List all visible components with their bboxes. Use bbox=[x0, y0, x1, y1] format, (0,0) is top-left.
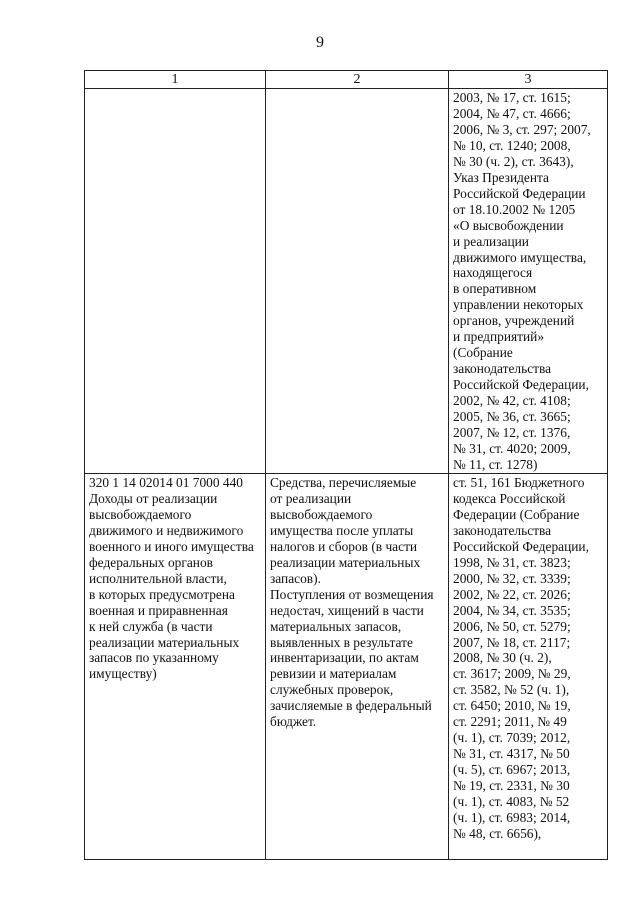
cell-text-line: материальных запасов, bbox=[270, 618, 402, 634]
table-cell bbox=[266, 89, 449, 474]
cell-text-line: № 10, ст. 1240; 2008, bbox=[453, 137, 571, 153]
cell-text-line: реализации материальных bbox=[89, 634, 240, 650]
cell-text-line: № 11, ст. 1278) bbox=[453, 456, 538, 472]
table-cell bbox=[449, 474, 608, 860]
cell-text-line: № 31, ст. 4317, № 50 bbox=[453, 746, 570, 762]
column-header-3: 3 bbox=[449, 71, 608, 89]
cell-text-line: высвобождаемого bbox=[270, 506, 373, 522]
table-cell bbox=[85, 89, 266, 474]
cell-text-line: (ч. 1), ст. 7039; 2012, bbox=[453, 730, 571, 746]
cell-text-line: Указ Президента bbox=[453, 169, 549, 185]
cell-text-line: налогов и сборов (в части bbox=[270, 538, 418, 554]
table-cell bbox=[449, 89, 608, 474]
cell-text-line: высвобождаемого bbox=[89, 506, 192, 522]
table-header-row bbox=[85, 71, 608, 89]
table-cell bbox=[266, 474, 449, 860]
cell-text-line: 2004, № 34, ст. 3535; bbox=[453, 602, 571, 618]
cell-text-line: № 19, ст. 2331, № 30 bbox=[453, 778, 570, 794]
cell-text-line: «О высвобождении bbox=[453, 217, 564, 233]
cell-text-line: 2005, № 36, ст. 3665; bbox=[453, 409, 571, 425]
cell-text-line: (ч. 1), ст. 6983; 2014, bbox=[453, 810, 571, 826]
cell-text-line: 2003, № 17, ст. 1615; bbox=[453, 90, 571, 105]
cell-text-line: органов, учреждений bbox=[453, 313, 575, 329]
cell-text-line: военного и иного имущества bbox=[89, 538, 254, 554]
cell-text-line: военная и приравненная bbox=[89, 602, 228, 618]
cell-text-line: федеральных органов bbox=[89, 554, 213, 570]
cell-text-line: зачисляемые в федеральный bbox=[270, 698, 432, 714]
cell-text-line: № 30 (ч. 2), ст. 3643), bbox=[453, 153, 574, 169]
cell-text-line: и предприятий» bbox=[453, 329, 545, 345]
cell-text-line: служебных проверок, bbox=[270, 682, 394, 698]
cell-text-line: движимого имущества, bbox=[453, 249, 587, 265]
cell-text-line: недостач, хищений в части bbox=[270, 602, 424, 618]
cell-text-line: 2002, № 42, ст. 4108; bbox=[453, 393, 571, 409]
cell-text-line: исполнительной власти, bbox=[89, 570, 227, 586]
cell-text-line: 1998, № 31, ст. 3823; bbox=[453, 554, 571, 570]
cell-text-line: и реализации bbox=[453, 233, 529, 249]
cell-text-line: ст. 6450; 2010, № 19, bbox=[453, 698, 571, 714]
cell-text-line: запасов по указанному bbox=[89, 650, 219, 666]
cell-text-line: выявленных в результате bbox=[270, 634, 413, 650]
cell-text-line: № 48, ст. 6656), bbox=[453, 825, 542, 841]
cell-text-line: 2008, № 30 (ч. 2), bbox=[453, 650, 552, 666]
cell-text-line: реализации материальных bbox=[270, 554, 421, 570]
cell-text-line: 320 1 14 02014 01 7000 440 bbox=[89, 475, 243, 490]
cell-text-line: 2002, № 22, ст. 2026; bbox=[453, 586, 571, 602]
cell-text-line: Российской Федерации bbox=[453, 185, 586, 201]
cell-text-line: имущества после уплаты bbox=[270, 522, 414, 538]
cell-text-line: Российской Федерации, bbox=[453, 377, 589, 393]
cell-text-line: в которых предусмотрена bbox=[89, 586, 235, 602]
cell-text-line: движимого и недвижимого bbox=[89, 522, 244, 538]
cell-text-line: (ч. 1), ст. 4083, № 52 bbox=[453, 794, 570, 810]
cell-text-line: ст. 51, 161 Бюджетного bbox=[453, 475, 585, 490]
table-row bbox=[85, 89, 608, 474]
cell-text-line: (ч. 5), ст. 6967; 2013, bbox=[453, 762, 571, 778]
cell-text-line: 2006, № 3, ст. 297; 2007, bbox=[453, 121, 591, 137]
cell-text-line: ст. 2291; 2011, № 49 bbox=[453, 714, 567, 730]
column-header-1: 1 bbox=[85, 71, 266, 89]
page-number: 9 bbox=[316, 34, 324, 51]
cell-text-line: Поступления от возмещения bbox=[270, 586, 434, 602]
cell-text-line: бюджет. bbox=[270, 714, 317, 730]
cell-text-line: Федерации (Собрание bbox=[453, 506, 580, 522]
cell-text-line: Российской Федерации, bbox=[453, 538, 589, 554]
cell-text-line: 2007, № 12, ст. 1376, bbox=[453, 425, 571, 441]
cell-text-line: № 31, ст. 4020; 2009, bbox=[453, 440, 571, 456]
table-row bbox=[85, 474, 608, 860]
cell-text-line: от реализации bbox=[270, 490, 352, 506]
cell-text-line: 2000, № 32, ст. 3339; bbox=[453, 570, 571, 586]
cell-text-line: 2007, № 18, ст. 2117; bbox=[453, 634, 571, 650]
document-table bbox=[84, 70, 608, 860]
cell-text-line: 2006, № 50, ст. 5279; bbox=[453, 618, 571, 634]
cell-text-line: кодекса Российской bbox=[453, 490, 566, 506]
column-header-2: 2 bbox=[266, 71, 449, 89]
cell-text-line: законодательства bbox=[453, 522, 552, 538]
cell-text-line: Средства, перечисляемые bbox=[270, 475, 417, 490]
cell-text-line: (Собрание bbox=[453, 345, 513, 361]
cell-text-line: находящегося bbox=[453, 265, 533, 281]
cell-text-line: имуществу) bbox=[89, 666, 157, 682]
cell-text-line: инвентаризации, по актам bbox=[270, 650, 419, 666]
cell-text-line: в оперативном bbox=[453, 281, 537, 297]
cell-text-line: управлении некоторых bbox=[453, 297, 584, 313]
cell-text-line: ст. 3582, № 52 (ч. 1), bbox=[453, 682, 570, 698]
cell-text-line: 2004, № 47, ст. 4666; bbox=[453, 105, 571, 121]
cell-text-line: Доходы от реализации bbox=[89, 490, 218, 506]
table-cell bbox=[85, 474, 266, 860]
cell-text-line: ст. 3617; 2009, № 29, bbox=[453, 666, 571, 682]
cell-text-line: к ней служба (в части bbox=[89, 618, 213, 634]
cell-text-line: запасов). bbox=[270, 570, 321, 586]
cell-text-line: ревизии и материалам bbox=[270, 666, 397, 682]
cell-text-line: законодательства bbox=[453, 361, 552, 377]
cell-text-line: от 18.10.2002 № 1205 bbox=[453, 201, 576, 217]
